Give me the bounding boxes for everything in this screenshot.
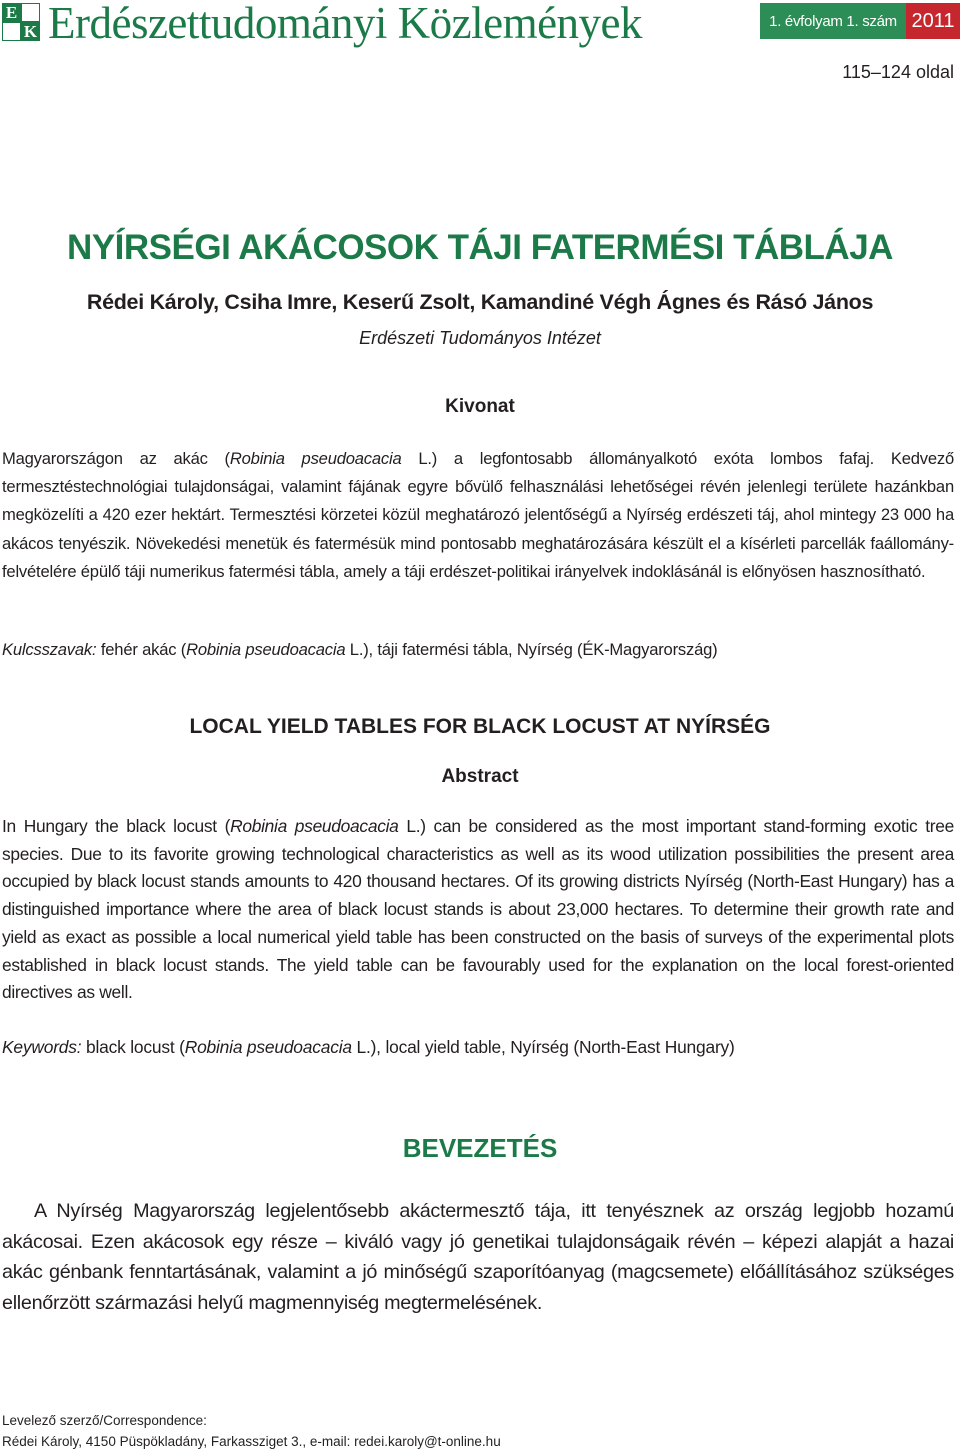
article-authors: Rédei Károly, Csiha Imre, Keserű Zsolt, Kamandiné Végh Ágnes és Rásó János	[86, 290, 874, 314]
keywords-text: black locust (	[81, 1037, 185, 1057]
correspondence-text: Rédei Károly, 4150 Püspökladány, Farkassziget 3., e-mail: redei.karoly@t-online.hu	[2, 1434, 501, 1449]
issue-badge: 1. évfolyam 1. szám	[760, 3, 906, 39]
kulcsszavak-text: L.), táji fatermési tábla, Nyírség (ÉK-Magyarország)	[345, 640, 718, 659]
kulcsszavak-text: fehér akác (	[96, 640, 187, 659]
bevezetes-paragraph	[2, 1196, 954, 1318]
species-name: Robinia pseudoacacia	[229, 449, 402, 468]
species-name: Robinia pseudoacacia	[186, 640, 346, 659]
abstract-paragraph	[2, 813, 954, 1007]
logo-letter-e: E	[2, 3, 21, 22]
keywords-label: Keywords:	[2, 1037, 82, 1057]
kivonat-text: L.) a legfontosabb állományalkotó exóta lombos fafaj. Kedvező termesztéstechnológiai tulajdonságai, valamint fájának egyre bővülő felhasználási lehetőségei révén jelenlegi területe hazánkban megközelíti a 420 ezer hektárt. Termesztési körzetei közül meghatározó jelentőségű a Nyírség erdészeti táj, ahol mintegy 23 000 ha akácos tenyészik. Növekedési menetük és fatermésük mind pontosabb meghatározására készült el a kísérleti parcellák faállomány-felvételére épülő táji numerikus fatermési tábla, amely a táji erdészet-politikai irányelvek indoklásánál is előnyösen hasznosítható.	[2, 449, 955, 581]
correspondence-label: Levelező szerző/Correspondence:	[2, 1413, 207, 1428]
abstract-heading: Abstract	[441, 766, 519, 787]
logo-cell	[2, 22, 21, 41]
kivonat-paragraph	[2, 445, 954, 586]
kivonat-heading: Kivonat	[445, 396, 515, 417]
article-title: NYÍRSÉGI AKÁCOSOK TÁJI FATERMÉSI TÁBLÁJA	[67, 228, 893, 267]
keywords-text: L.), local yield table, Nyírség (North-East Hungary)	[351, 1037, 735, 1057]
journal-logo	[2, 3, 40, 41]
logo-cell	[21, 3, 40, 22]
year-badge: 2011	[906, 3, 960, 39]
abstract-text: In Hungary the black locust (	[2, 816, 231, 836]
correspondence-block	[2, 1410, 501, 1452]
abstract-text: L.) can be considered as the most important stand-forming exotic tree species. Due to its favorite growing technological characteristics as well as its wood utilization possibilities the present area occupied by black locust stands amounts to 420 thousand hectares. Of its growing districts Nyírség (North-East Hungary) has a distinguished importance where the area of black locust stands is about 23,000 hectares. To determine their growth rate and yield as exact as possible a local numerical yield table has been constructed on the basis of surveys of the experimental plots established in black locust stands. The yield table can be favourably used for the explanation on the local forest-oriented directives as well.	[2, 816, 954, 1003]
article-affiliation: Erdészeti Tudományos Intézet	[359, 328, 601, 348]
journal-header	[0, 0, 960, 46]
bevezetes-text: A Nyírség Magyarország legjelentősebb akáctermesztő tája, itt tenyésznek az ország legjobb hozamú akácosai. Ezen akácosok egy része – kiváló vagy jó genetikai tulajdonságaik révén – képezi alapját a hazai akác génbank fenntartásának, valamint a jó minőségű szaporítóanyag (magcsemete) előállításához szükséges ellenőrzött származási helyű magmennyiség megtermelésének.	[2, 1200, 954, 1314]
kulcsszavak-line	[2, 640, 717, 660]
journal-title: Erdészettudományi Közlemények	[48, 0, 643, 48]
species-name: Robinia pseudoacacia	[184, 1037, 352, 1057]
logo-letter-k: K	[21, 22, 40, 41]
species-name: Robinia pseudoacacia	[230, 816, 399, 836]
bevezetes-heading: BEVEZETÉS	[402, 1133, 558, 1163]
english-title: LOCAL YIELD TABLES FOR BLACK LOCUST AT NYÍRSÉG	[189, 715, 771, 738]
keywords-line	[2, 1037, 735, 1058]
kulcsszavak-label: Kulcsszavak:	[2, 640, 97, 659]
kivonat-text: Magyarországon az akác (	[2, 449, 230, 468]
page-range: 115–124 oldal	[842, 62, 954, 82]
